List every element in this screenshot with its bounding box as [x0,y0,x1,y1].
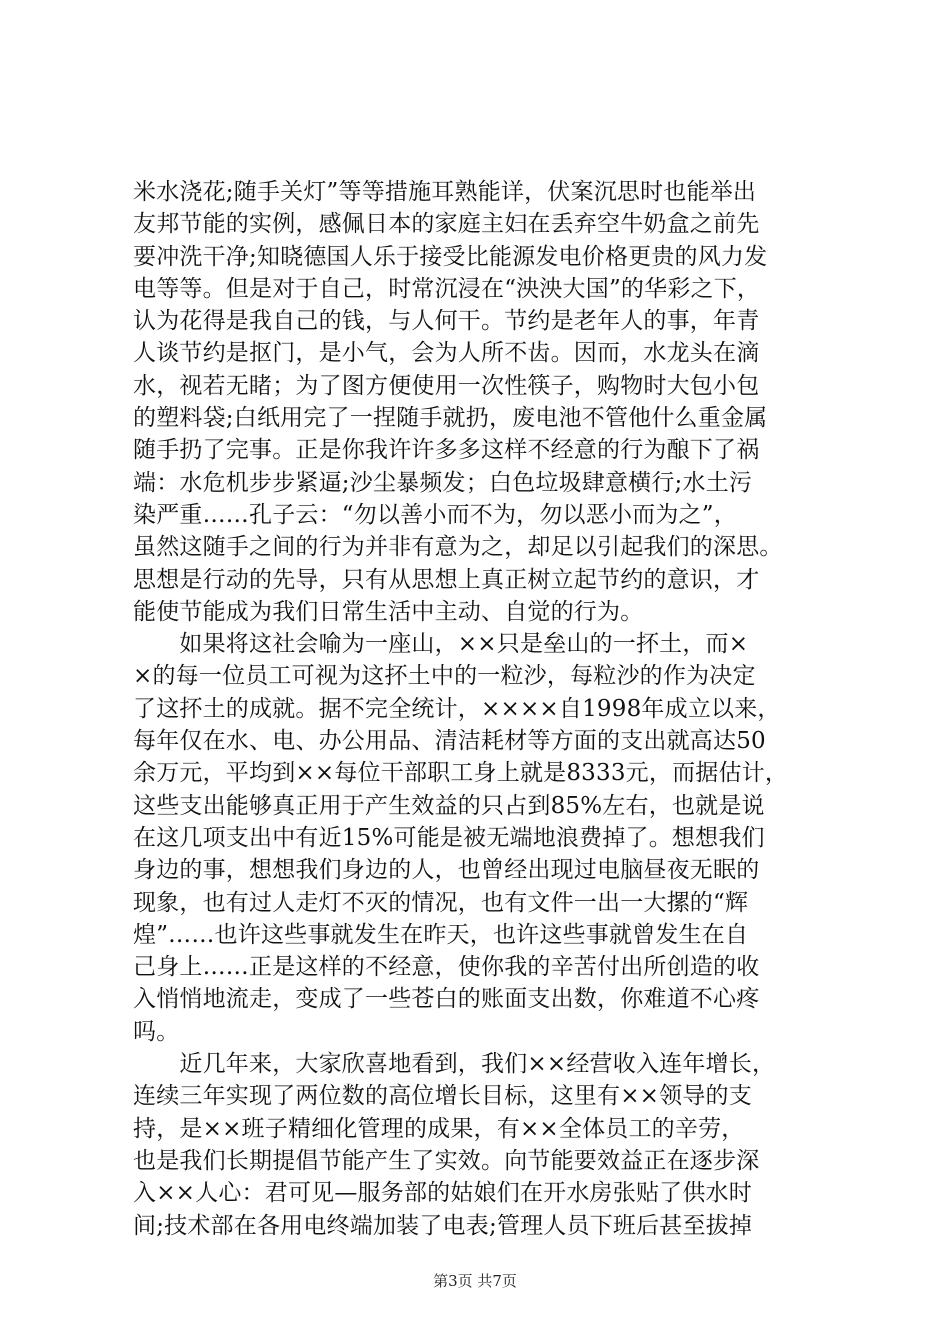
text-line: 现象，也有过人走灯不灭的情况，也有文件一出一大摞的“辉 [133,889,749,916]
text-line: ×的每一位员工可视为这抔土中的一粒沙，每粒沙的作为决定 [133,663,756,690]
text-line: 电等等。但是对于自己，时常沉浸在“泱泱大国”的华彩之下， [133,275,761,302]
text-line: 己身上……正是这样的不经意，使你我的辛苦付出所创造的收 [133,954,760,981]
text-line: 的塑料袋;白纸用完了一捏随手就扔，废电池不管他什么重金属 [133,405,768,432]
text-line: 虽然这随手之间的行为并非有意为之，却足以引起我们的深思。 [133,534,783,561]
body-text [133,176,833,1242]
text-line: 入悄悄地流走，变成了一些苍白的账面支出数，你难道不心疼 [133,986,760,1013]
text-line: 在这几项支出中有近15%可能是被无端地浪费掉了。想想我们 [133,824,765,851]
page-number-footer: 第3页 共7页 [433,1272,517,1290]
text-line: 水，视若无睹；为了图方便使用一次性筷子，购物时大包小包 [133,372,760,399]
text-line: 身边的事，想想我们身边的人，也曾经出现过电脑昼夜无眠的 [133,857,760,884]
text-line: 染严重……孔子云：“勿以善小而不为，勿以恶小而为之”， [133,501,737,528]
text-line: 持，是××班子精细化管理的成果，有××全体员工的辛劳， [133,1115,745,1142]
text-line: 要冲洗干净;知晓德国人乐于接受比能源发电价格更贵的风力发 [133,243,768,270]
text-line: 也是我们长期提倡节能产生了实效。向节能要效益正在逐步深 [133,1147,760,1174]
text-line: 间;技术部在各用电终端加装了电表;管理人员下班后甚至拔掉 [133,1212,753,1239]
text-line: 这些支出能够真正用于产生效益的只占到85%左右，也就是说 [133,792,765,819]
text-line: 端：水危机步步紧逼;沙尘暴频发；白色垃圾肆意横行;水土污 [133,469,753,496]
text-line: 如果将这社会喻为一座山，××只是垒山的一抔土，而× [133,631,749,658]
text-line: 友邦节能的实例，感佩日本的家庭主妇在丢弃空牛奶盒之前先 [133,211,760,238]
text-line: 每年仅在水、电、办公用品、清洁耗材等方面的支出就高达50 [133,728,766,755]
text-line: 认为花得是我自己的钱，与人何干。节约是老年人的事，年青 [133,308,760,335]
text-line: 吗。 [133,1018,180,1045]
text-line: 近几年来，大家欣喜地看到，我们××经营收入连年增长， [133,1051,776,1078]
text-line: 思想是行动的先导，只有从思想上真正树立起节约的意识，才 [133,566,760,593]
text-line: 连续三年实现了两位数的高位增长目标，这里有××领导的支 [133,1083,752,1110]
text-line: 人谈节约是抠门，是小气，会为人所不齿。因而，水龙头在滴 [133,340,760,367]
text-line: 了这抔土的成就。据不完全统计，××××自1998年成立以来， [133,695,781,722]
text-line: 余万元，平均到××每位干部职工身上就是8333元，而据估计， [133,760,789,787]
text-line: 随手扔了完事。正是你我许许多多这样不经意的行为酿下了祸 [133,437,760,464]
text-line: 米水浇花;随手关灯”等等措施耳熟能详，伏案沉思时也能举出 [133,179,757,205]
text-line: 煌”……也许这些事就发生在昨天，也许这些事就曾发生在自 [133,921,749,948]
text-line: 入××人心：君可见—服务部的姑娘们在开水房张贴了供水时 [133,1180,752,1207]
text-line: 能使节能成为我们日常生活中主动、自觉的行为。 [133,598,644,625]
